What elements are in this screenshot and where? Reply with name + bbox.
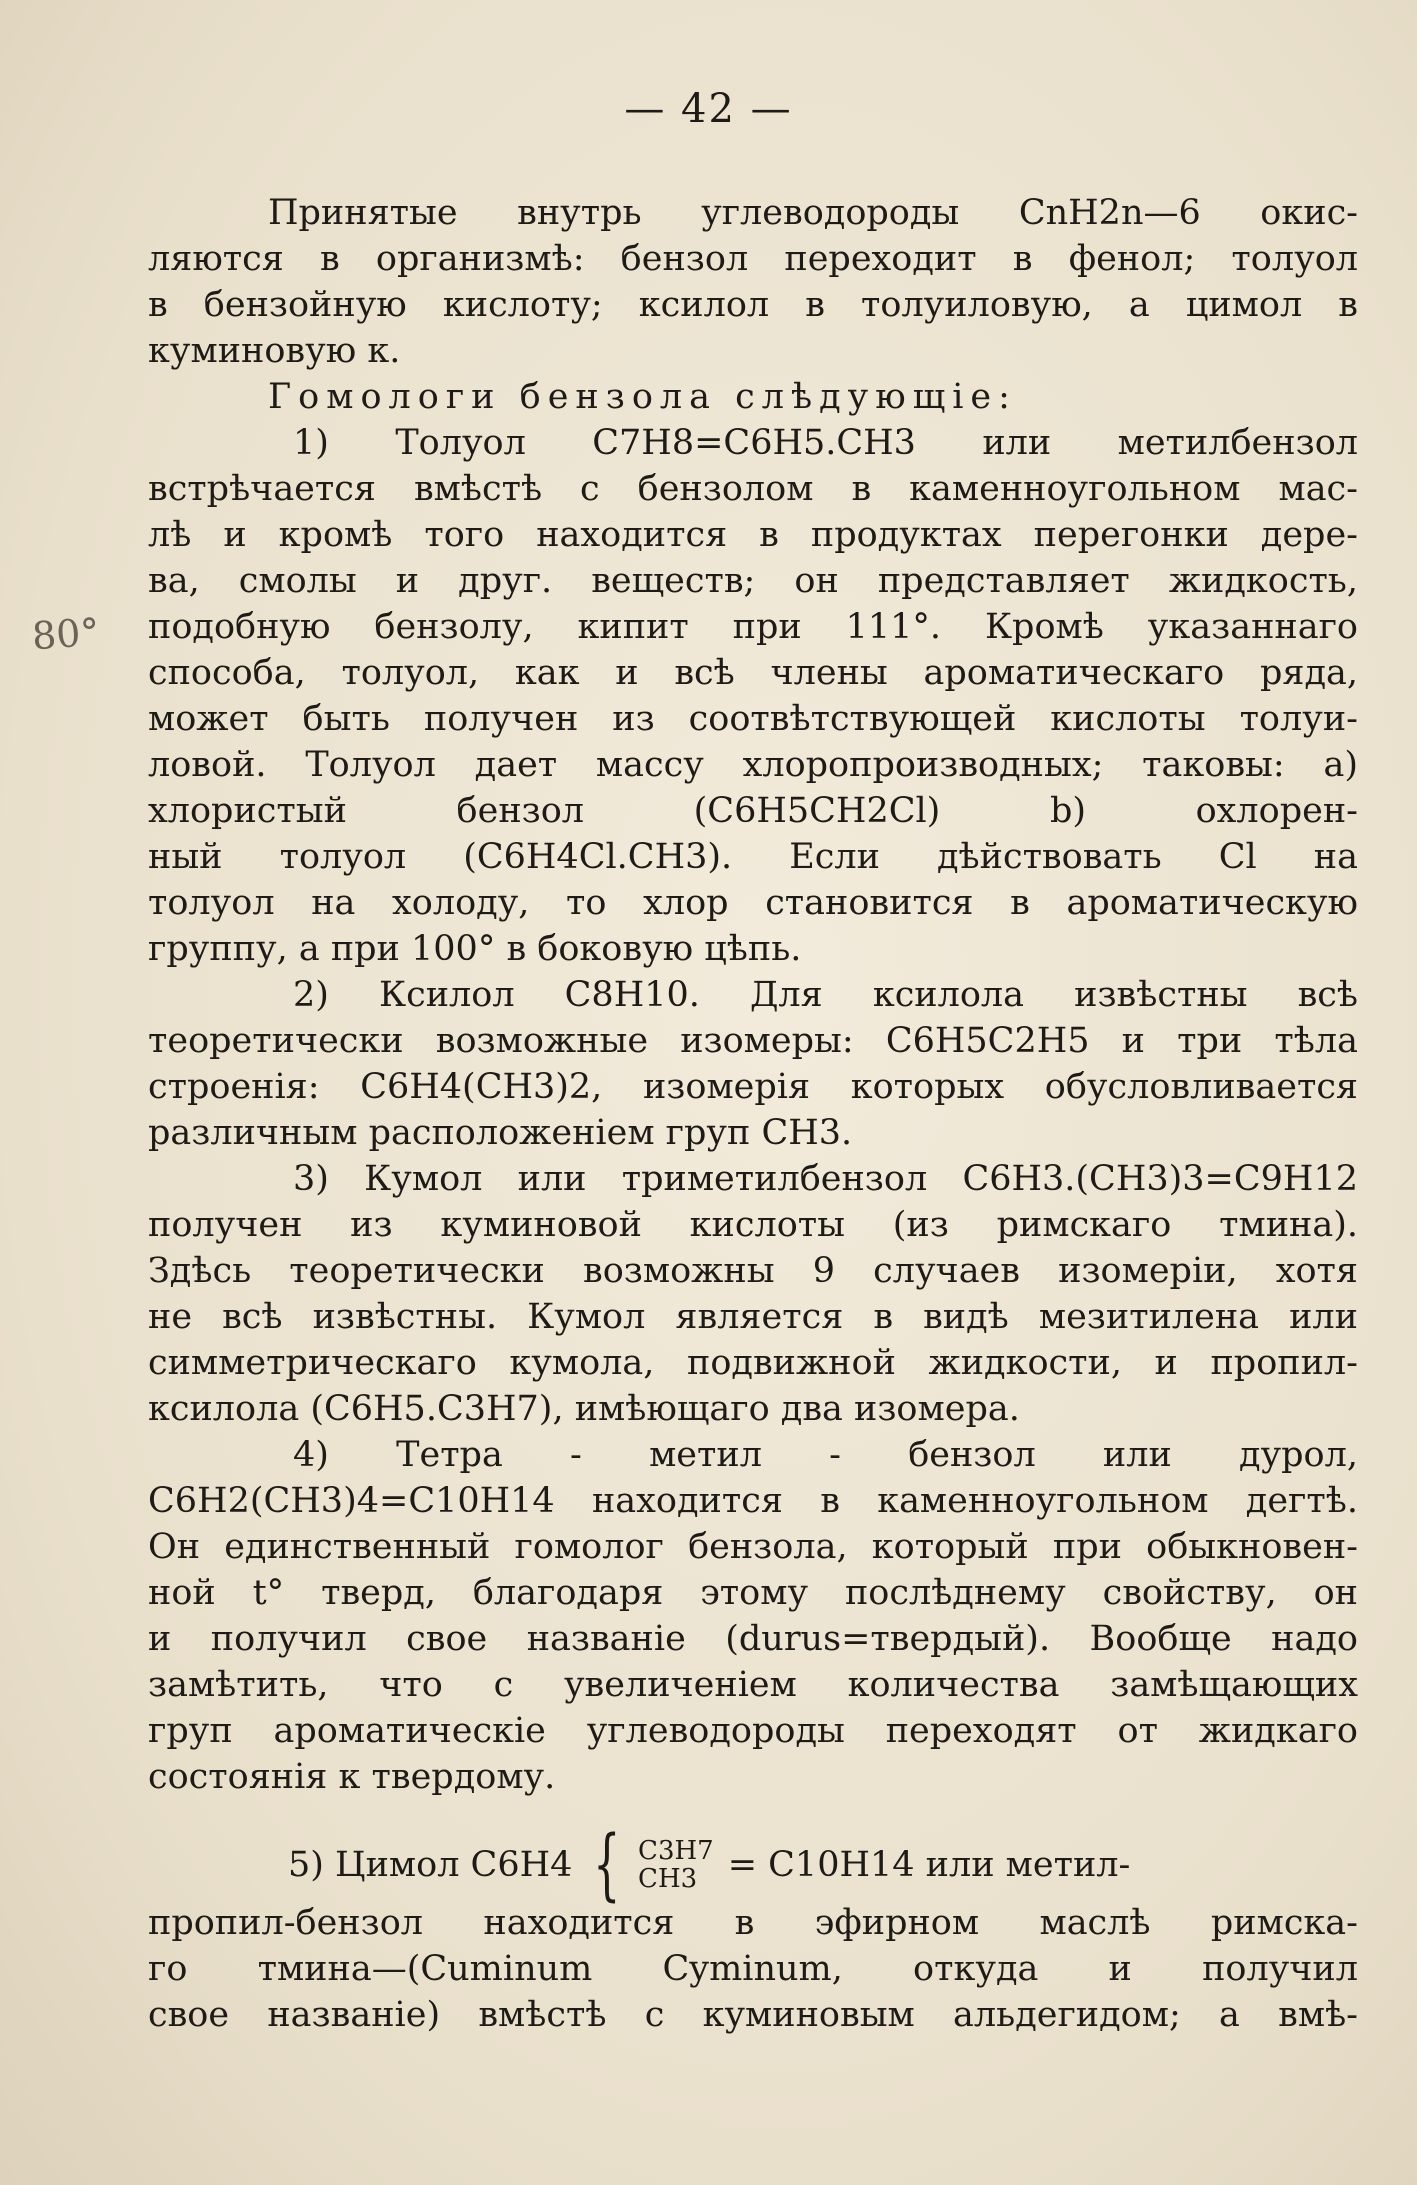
text-line: и получил свое названіе (durus=твердый). Вообще надо	[148, 1619, 1358, 1659]
text-line: Гомологи бензола слѣдующіе:	[268, 377, 1017, 417]
formula-bottom: CH3	[638, 1864, 698, 1894]
formula-stack	[638, 1837, 714, 1893]
text-line: Он единственный гомолог бензола, который при обыкновен-	[148, 1527, 1358, 1567]
body-text	[148, 190, 1358, 2038]
text-line: может быть получен из соотвѣтствующей кислоты толуи-	[148, 699, 1358, 739]
text-line: свое названіе) вмѣстѣ с куминовым альдегидом; а вмѣ-	[148, 1995, 1358, 2035]
text-line: не всѣ извѣстны. Кумол является в видѣ мезитилена или	[148, 1297, 1358, 1337]
text-line: теоретически возможные изомеры: C6H5C2H5 и три тѣла	[148, 1021, 1358, 1061]
paragraph-gap	[148, 1800, 1358, 1830]
text-line: 2) Ксилол C8H10. Для ксилола извѣстны всѣ	[293, 975, 1358, 1015]
cymene-suffix: = C10H14 или метил-	[727, 1845, 1131, 1885]
text-line: го тмина—(Cuminum Cyminum, откуда и получил	[148, 1949, 1358, 1989]
text-line: встрѣчается вмѣстѣ с бензолом в каменноугольном мас-	[148, 469, 1358, 509]
text-line: симметрическаго кумола, подвижной жидкости, и пропил-	[148, 1343, 1358, 1383]
text-line: ва, смолы и друг. веществ; он представляет жидкость,	[148, 561, 1358, 601]
text-line: хлористый бензол (C6H5CH2Cl) b) охлорен-	[148, 791, 1358, 831]
brace-icon: {	[593, 1820, 621, 1910]
text-line: лѣ и кромѣ того находится в продуктах перегонки дере-	[148, 515, 1358, 555]
text-line: подобную бензолу, кипит при 111°. Кромѣ указаннаго	[148, 607, 1358, 647]
text-line: пропил-бензол находится в эфирном маслѣ римска-	[148, 1903, 1358, 1943]
text-line: 1) Толуол C7H8=C6H5.CH3 или метилбензол	[293, 423, 1358, 463]
text-line: Принятые внутрь углеводороды CnH2n—6 окис-	[268, 193, 1358, 233]
text-line: различным расположеніем груп CH3.	[148, 1113, 853, 1153]
text-line: ксилола (C6H5.C3H7), имѣющаго два изомера.	[148, 1389, 1020, 1429]
cymene-prefix: 5) Цимол C6H4	[288, 1845, 573, 1885]
text-line: ный толуол (C6H4Cl.CH3). Если дѣйствовать Cl на	[148, 837, 1358, 877]
text-line: ной t° тверд, благодаря этому послѣднему свойству, он	[148, 1573, 1358, 1613]
text-line: ловой. Толуол дает массу хлоропроизводных; таковы: a)	[148, 745, 1358, 785]
text-line: Здѣсь теоретически возможны 9 случаев изомеріи, хотя	[148, 1251, 1358, 1291]
page-number: — 42 —	[624, 86, 793, 132]
text-line: груп ароматическіе углеводороды переходят от жидкаго	[148, 1711, 1358, 1751]
text-line: в бензойную кислоту; ксилол в толуиловую, а цимол в	[148, 285, 1358, 325]
margin-note: 80°	[30, 609, 101, 659]
text-line: группу, а при 100° в боковую цѣпь.	[148, 929, 802, 969]
text-line: ляются в организмѣ: бензол переходит в фенол; толуол	[148, 239, 1358, 279]
formula-top: C3H7	[638, 1836, 714, 1866]
text-line: замѣтить, что с увеличеніем количества замѣщающих	[148, 1665, 1358, 1705]
text-line: состоянія к твердому.	[148, 1757, 556, 1797]
text-line: строенія: C6H4(CH3)2, изомерія которых обусловливается	[148, 1067, 1358, 1107]
text-line: 3) Кумол или триметилбензол C6H3.(CH3)3=C9H12	[293, 1159, 1358, 1199]
text-line: куминовую к.	[148, 331, 401, 371]
cymene-formula	[148, 1820, 1358, 1910]
text-line: 4) Тетра - метил - бензол или дурол,	[293, 1435, 1358, 1475]
text-line: толуол на холоду, то хлор становится в ароматическую	[148, 883, 1358, 923]
text-line: получен из куминовой кислоты (из римскаго тмина).	[148, 1205, 1358, 1245]
text-line: C6H2(CH3)4=C10H14 находится в каменноугольном дегтѣ.	[148, 1481, 1358, 1521]
text-line: способа, толуол, как и всѣ члены ароматическаго ряда,	[148, 653, 1358, 693]
